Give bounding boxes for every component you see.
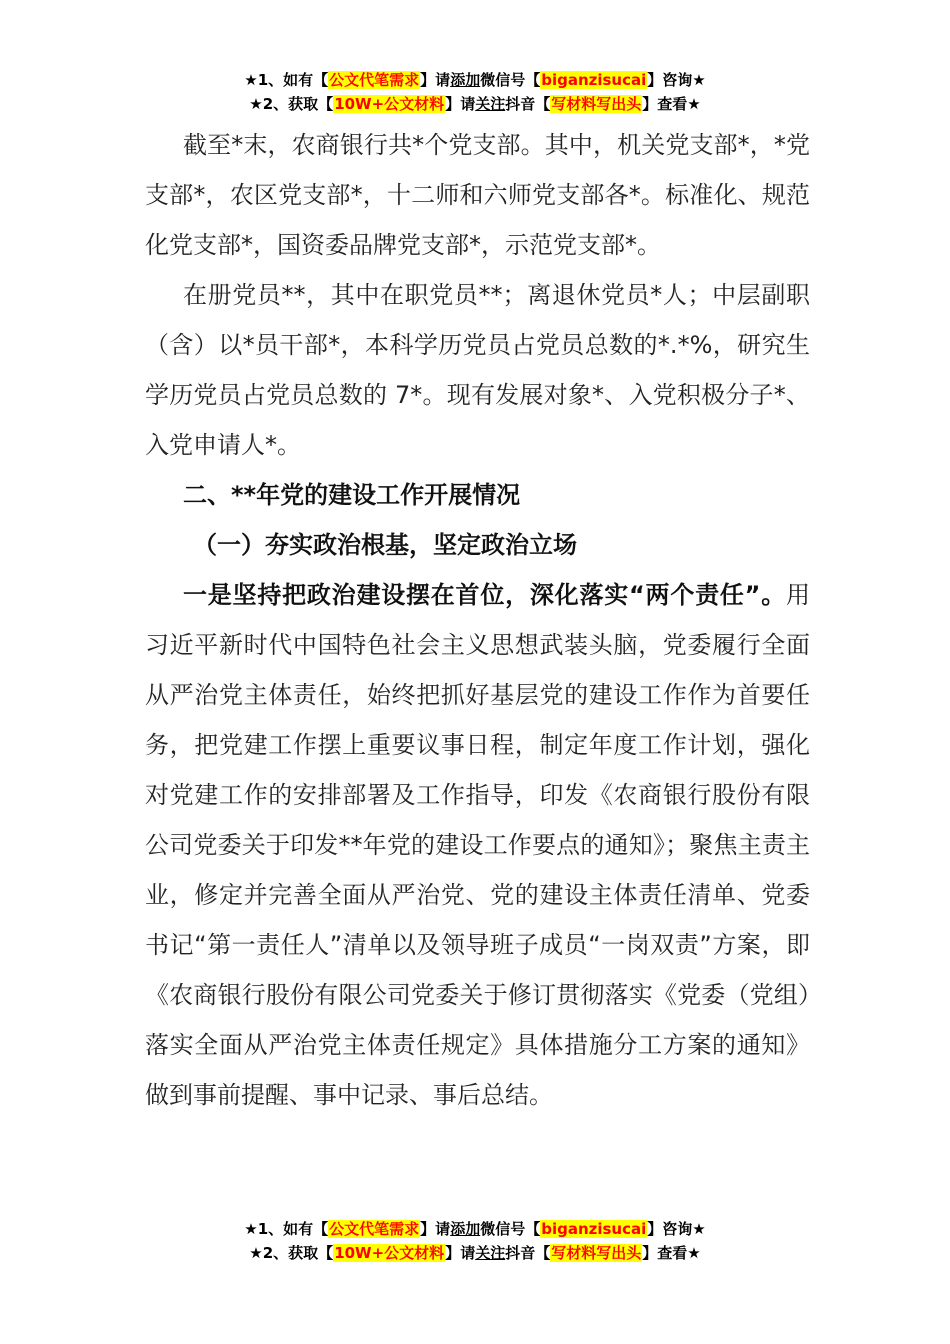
promo-line-1 bbox=[0, 68, 950, 92]
promo-line-2 bbox=[0, 92, 950, 116]
promo-text: 】请 bbox=[420, 71, 451, 89]
promo-text: ★1、如有【 bbox=[244, 71, 329, 89]
paragraph-lead-sentence: 一是坚持把政治建设摆在首位，深化落实“两个责任”。 bbox=[183, 581, 786, 609]
promo-highlight: 写材料写出头 bbox=[551, 1244, 642, 1262]
promo-underlined-text: 添加 bbox=[450, 71, 481, 89]
promo-highlight: 10W+公文材料 bbox=[334, 1244, 445, 1262]
promo-highlight: biganzisucai bbox=[541, 1220, 647, 1238]
promo-text: 抖音【 bbox=[505, 1244, 551, 1262]
paragraph-member-count: 在册党员**，其中在职党员**；离退休党员*人；中层副职（含）以*员干部*，本科学历党员占党员总数的*.*%，研究生学历党员占党员总数的 7*。现有发展对象*、入党积极分子*、入党申请人*。 bbox=[145, 281, 810, 459]
promo-highlight: 公文代笔需求 bbox=[329, 71, 420, 89]
promo-line-2 bbox=[0, 1241, 950, 1265]
promo-line-1 bbox=[0, 1217, 950, 1241]
promo-highlight: 公文代笔需求 bbox=[329, 1220, 420, 1238]
promo-text: 抖音【 bbox=[505, 95, 551, 113]
paragraph-body-text: 用习近平新时代中国特色社会主义思想武装头脑，党委履行全面从严治党主体责任，始终把抓好基层党的建设工作作为首要任务，把党建工作摆上重要议事日程，制定年度工作计划，强化对党建工作的安排部署及工作指导，印发《农商银行股份有限公司党委关于印发**年党的建设工作要点的通知》；聚焦主责主业，修定并完善全面从严治党、党的建设主体责任清单、党委书记“第一责任人”清单以及领导班子成员“一岗双责”方案，即《农商银行股份有限公司党委关于修订贯彻落实《党委（党组）落实全面从严治党主体责任规定》具体措施分工方案的通知》做到事前提醒、事中记录、事后总结。 bbox=[145, 581, 810, 1109]
promo-underlined-text: 关注 bbox=[475, 95, 506, 113]
document-body bbox=[145, 120, 810, 1120]
promo-text: 微信号【 bbox=[480, 1220, 541, 1238]
paragraph-branch-count: 截至*末，农商银行共*个党支部。其中，机关党支部*，*党支部*，农区党支部*，十二师和六师党支部各*。标准化、规范化党支部*，国资委品牌党支部*，示范党支部*。 bbox=[145, 131, 810, 259]
promo-banner-top bbox=[0, 68, 950, 116]
promo-underlined-text: 关注 bbox=[475, 1244, 506, 1262]
promo-highlight: 写材料写出头 bbox=[551, 95, 642, 113]
promo-text: ★2、获取【 bbox=[249, 1244, 334, 1262]
subsection-heading: （一）夯实政治根基，坚定政治立场 bbox=[193, 531, 577, 559]
promo-text: 】请 bbox=[445, 95, 476, 113]
promo-highlight: 10W+公文材料 bbox=[334, 95, 445, 113]
promo-underlined-text: 添加 bbox=[450, 1220, 481, 1238]
section-heading: 二、**年党的建设工作开展情况 bbox=[183, 481, 521, 509]
promo-text: 】咨询★ bbox=[647, 1220, 706, 1238]
promo-text: 】查看★ bbox=[642, 1244, 701, 1262]
promo-text: ★1、如有【 bbox=[244, 1220, 329, 1238]
promo-text: ★2、获取【 bbox=[249, 95, 334, 113]
paragraph-political-construction bbox=[145, 570, 810, 1120]
promo-text: 】咨询★ bbox=[647, 71, 706, 89]
promo-text: 】请 bbox=[445, 1244, 476, 1262]
promo-banner-bottom bbox=[0, 1217, 950, 1265]
promo-text: 】查看★ bbox=[642, 95, 701, 113]
promo-text: 】请 bbox=[420, 1220, 451, 1238]
promo-text: 微信号【 bbox=[480, 71, 541, 89]
promo-highlight: biganzisucai bbox=[541, 71, 647, 89]
